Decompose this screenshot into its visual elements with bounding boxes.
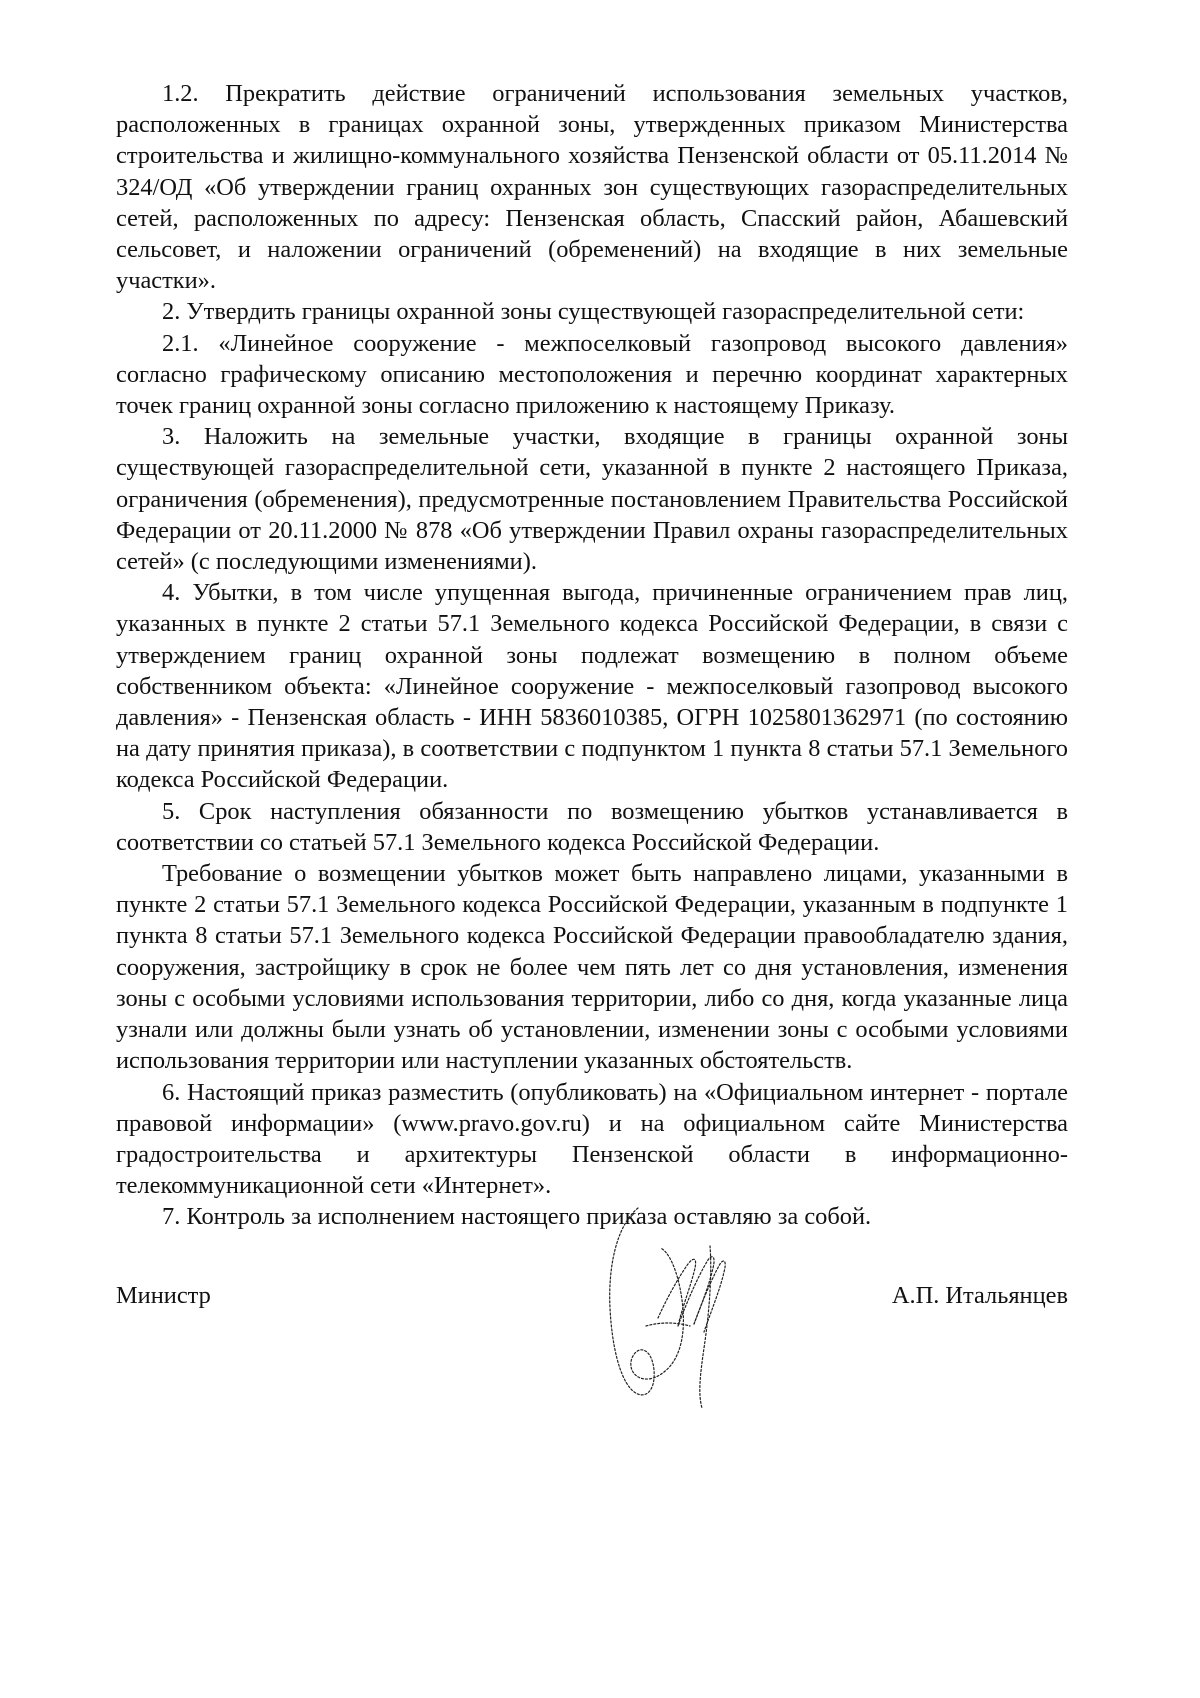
handwritten-signature-icon [586,1198,746,1418]
order-body [116,78,1068,1233]
paragraph-1-2: 1.2. Прекратить действие ограничений использования земельных участков, расположенных в границах охранной зоны, утвержденных приказом Министерства строительства и жилищно-коммунального хозяйства Пензенской области от 05.11.2014 № 324/ОД «Об утверждении границ охранных зон существующих газораспределительных сетей, расположенных по адресу: Пензенская область, Спасский район, Абашевский сельсовет, и наложении ограничений (обременений) на входящие в них земельные участки». [116,80,1068,295]
paragraph-compensation-claim: Требование о возмещении убытков может быть направлено лицами, указанными в пункте 2 статьи 57.1 Земельного кодекса Российской Федерации, указанным в подпункте 1 пункта 8 статьи 57.1 Земельного кодекса Российской Федерации правообладателю здания, сооружения, застройщику в срок не более чем пять лет со дня установления, изменения зоны с особыми условиями использования территории, либо со дня, когда указанные лица узнали или должны были узнать об установлении, изменении зоны с особыми условиями использования территории или наступлении указанных обстоятельств. [116,860,1068,1075]
paragraph-2: 2. Утвердить границы охранной зоны существующей газораспределительной сети: [162,298,1025,326]
paragraph-4: 4. Убытки, в том числе упущенная выгода, причиненные ограничением прав лиц, указанных в пункте 2 статьи 57.1 Земельного кодекса Российской Федерации, в связи с утверждением границ охранной зоны подлежат возмещению в полном объеме собственником объекта: «Линейное сооружение - межпоселковый газопровод высокого давления» - Пензенская область - ИНН 5836010385, ОГРН 1025801362971 (по состоянию на дату принятия приказа), в соответствии с подпунктом 1 пункта 8 статьи 57.1 Земельного кодекса Российской Федерации. [116,579,1068,794]
signatory-name: А.П. Итальянцев [891,1282,1068,1309]
paragraph-6: 6. Настоящий приказ разместить (опубликовать) на «Официальном интернет - портале правовой информации» (www.pravo.gov.ru) и на официальном сайте Министерства градостроительства и архитектуры Пензенской области в информационно-телекоммуникационной сети «Интернет». [116,1078,1068,1200]
paragraph-5: 5. Срок наступления обязанности по возмещению убытков устанавливается в соответствии со статьей 57.1 Земельного кодекса Российской Федерации. [116,797,1068,856]
paragraph-3: 3. Наложить на земельные участки, входящие в границы охранной зоны существующей газораспределительной сети, указанной в пункте 2 настоящего Приказа, ограничения (обременения), предусмотренные постановлением Правительства Российской Федерации от 20.11.2000 № 878 «Об утверждении Правил охраны газораспределительных сетей» (с последующими изменениями). [116,423,1068,576]
position-title: Министр [116,1282,211,1309]
paragraph-2-1: 2.1. «Линейное сооружение - межпоселковый газопровод высокого давления» согласно графическому описанию местоположения и перечню координат характерных точек границ охранной зоны согласно приложению к настоящему Приказу. [116,329,1068,420]
signature-block [116,1168,1068,1428]
paragraph-7: 7. Контроль за исполнением настоящего приказа оставляю за собой. [162,1203,872,1231]
